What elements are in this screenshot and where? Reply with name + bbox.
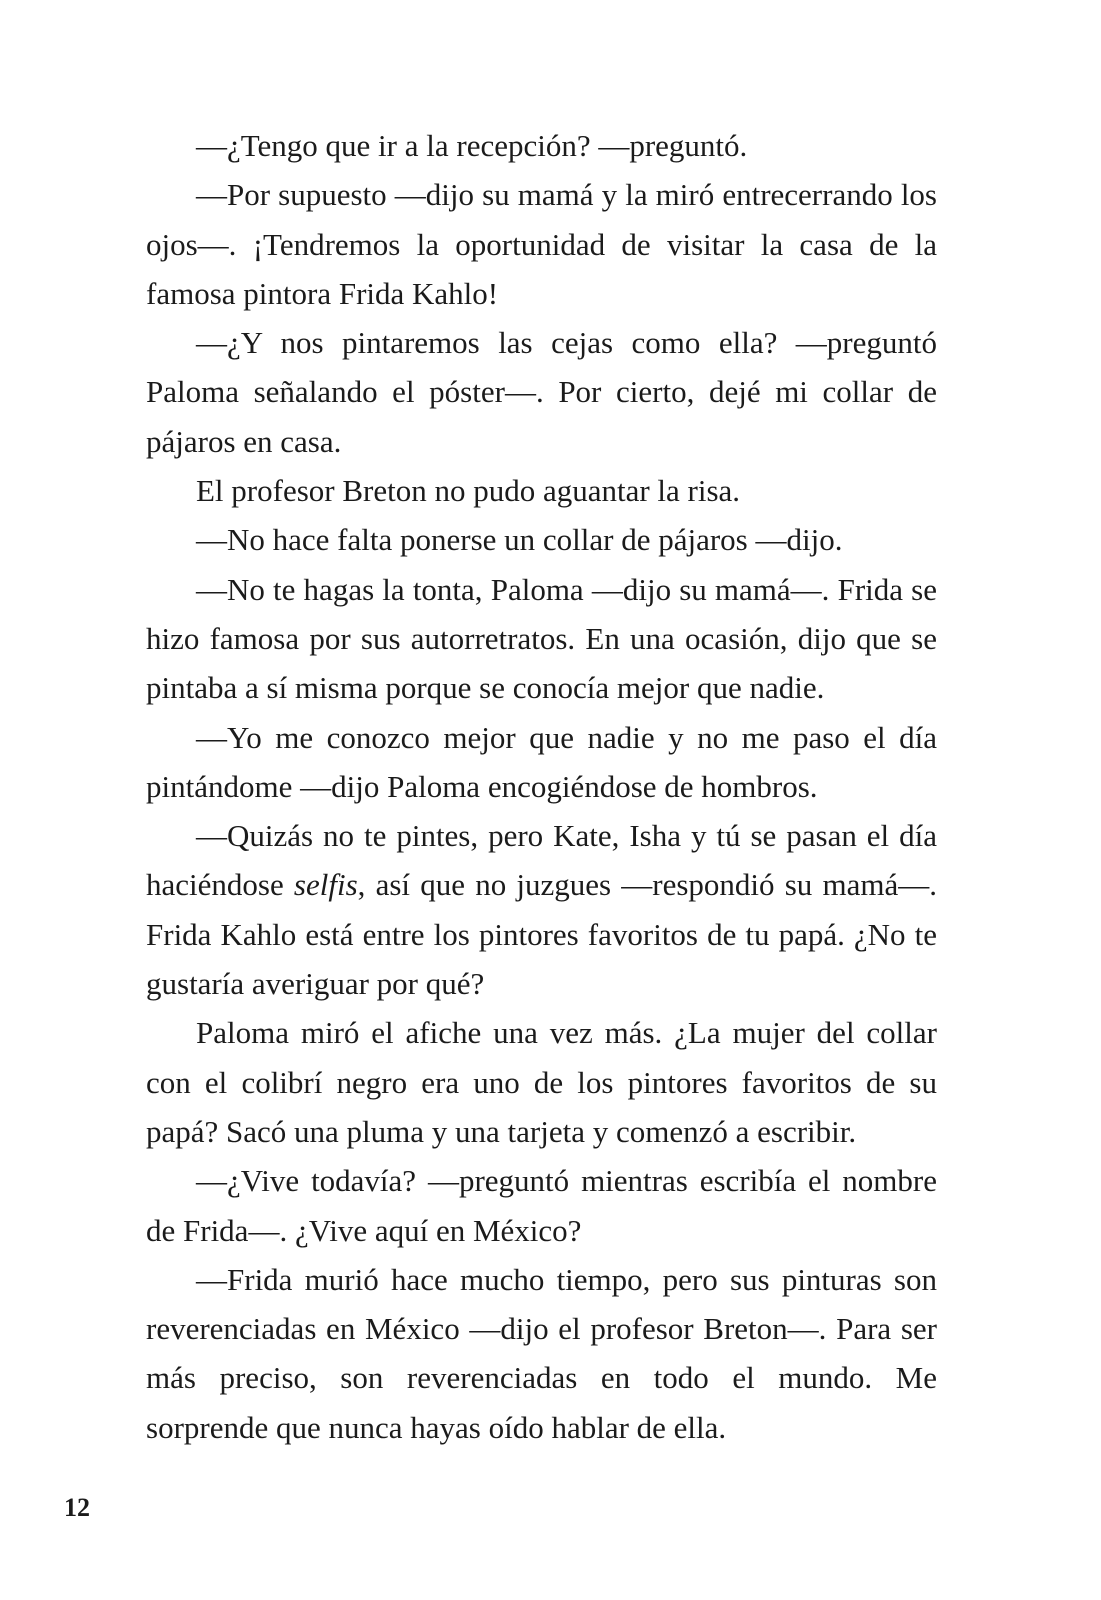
paragraph: —¿Tengo que ir a la recepción? —preguntó. [196, 128, 748, 163]
body-text [146, 121, 937, 1452]
page-number: 12 [64, 1493, 90, 1522]
paragraph: —Por supuesto —dijo su mamá y la miró entrecerrando los ojos—. ¡Tendremos la oportunidad de visitar la casa de la famosa pintora Frida Kahlo! [146, 177, 937, 311]
paragraph-segment: —Quizás no te pintes, pero Kate, Isha y tú se pasan el día haciéndose [146, 818, 937, 903]
paragraph-segment: , así que no juzgues —respondió su mamá—. Frida Kahlo está entre los pintores favoritos de tu papá. ¿No te gustaría averiguar por qué? [146, 867, 937, 1002]
paragraph: Paloma miró el afiche una vez más. ¿La mujer del collar con el colibrí negro era uno de los pintores favoritos de su papá? Sacó una pluma y una tarjeta y comenzó a escribir. [146, 1015, 937, 1149]
paragraph: —¿Vive todavía? —preguntó mientras escribía el nombre de Frida—. ¿Vive aquí en México? [146, 1163, 937, 1248]
paragraph: —No te hagas la tonta, Paloma —dijo su mamá—. Frida se hizo famosa por sus autorretratos. En una ocasión, dijo que se pintaba a sí misma porque se conocía mejor que nadie. [146, 571, 937, 706]
paragraph: —No hace falta ponerse un collar de pájaros —dijo. [196, 522, 843, 558]
paragraph: —Frida murió hace mucho tiempo, pero sus pinturas son reverenciadas en México —dijo el profesor Breton—. Para ser más preciso, son reverenciadas en todo el mundo. Me sorprende que nunca hayas oído hablar de ella. [146, 1261, 937, 1445]
paragraph: —Yo me conozco mejor que nadie y no me paso el día pintándome —dijo Paloma encogiéndose de hombros. [146, 719, 937, 804]
paragraph: El profesor Breton no pudo aguantar la risa. [196, 473, 741, 509]
paragraph: —¿Y nos pintaremos las cejas como ella? —preguntó Paloma señalando el póster—. Por cierto, dejé mi collar de pájaros en casa. [146, 325, 937, 459]
paragraph-with-italic [146, 811, 937, 1008]
italic-word: selfis [293, 867, 358, 903]
